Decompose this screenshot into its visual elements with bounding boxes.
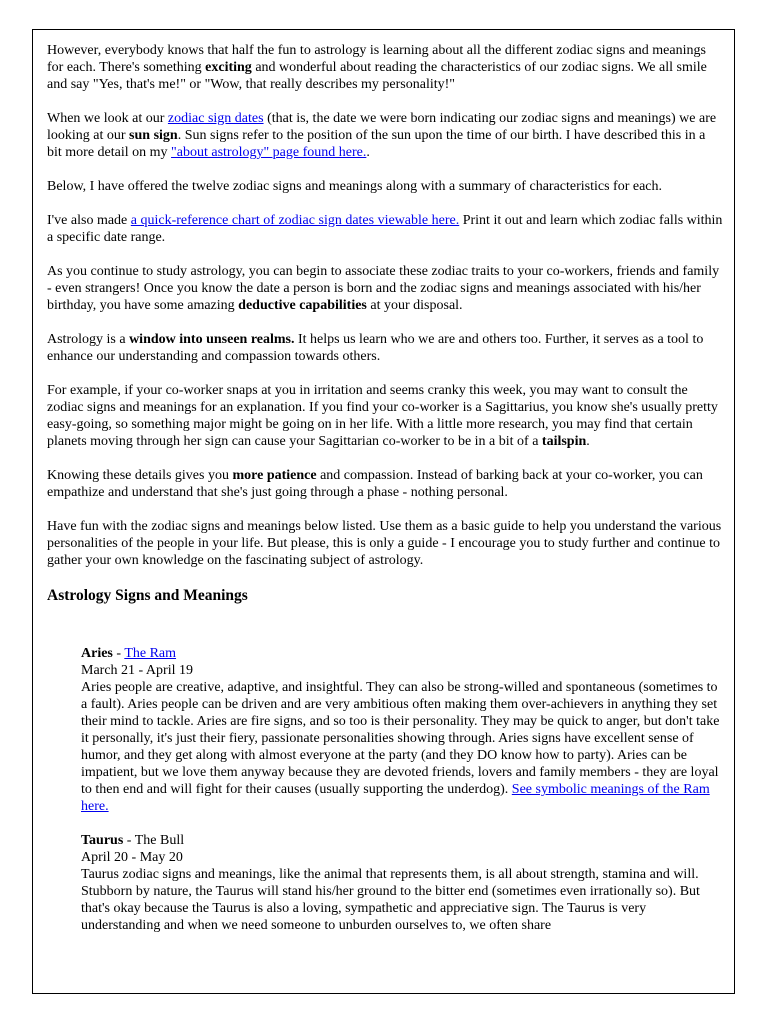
sign-dates: April 20 - May 20	[81, 850, 183, 865]
bold-sun-sign: sun sign	[129, 128, 178, 143]
quick-reference-chart-link[interactable]: a quick-reference chart of zodiac sign dates viewable here.	[130, 213, 460, 228]
paragraph-window: Astrology is a window into unseen realms. It helps us learn who we are and others too. Further, it serves as a tool to enhance our understanding and compassion towards others.	[47, 332, 704, 364]
sign-name: Aries	[81, 646, 113, 661]
sign-dates: March 21 - April 19	[81, 663, 193, 678]
sign-title: Taurus - The Bull	[81, 833, 185, 848]
sign-name: Taurus	[81, 833, 124, 848]
article-body	[47, 42, 723, 951]
paragraph-example: For example, if your co-worker snaps at you in irritation and seems cranky this week, you may want to consult the zodiac signs and meanings for an explanation. If you find your co-worker is a Sagittarius, you know she's usually pretty easy-going, so something major might be going on in her life. With a little more research, you may find that certain planets moving through her sign can cause your Sagittarian co-worker to be in a bit of a tailspin.	[47, 383, 718, 449]
paragraph-intro: However, everybody knows that half the fun to astrology is learning about all the different zodiac signs and meanings for each. There's something exciting and wonderful about reading the characteristics of our zodiac signs. We all smile and say "Yes, that's me!" or "Wow, that really describes my personality!"	[47, 43, 707, 92]
ram-link[interactable]: The Ram	[124, 646, 177, 661]
bold-deductive: deductive capabilities	[238, 298, 367, 313]
section-heading: Astrology Signs and Meanings	[47, 587, 248, 604]
paragraph-twelve-signs: Below, I have offered the twelve zodiac signs and meanings along with a summary of characteristics for each.	[47, 179, 663, 194]
document-page	[32, 29, 735, 994]
about-astrology-link[interactable]: "about astrology" page found here.	[171, 145, 367, 160]
bold-exciting: exciting	[205, 60, 252, 75]
sign-title: Aries - The Ram	[81, 646, 177, 661]
sign-animal: The Bull	[134, 833, 185, 848]
paragraph-associate-traits: As you continue to study astrology, you can begin to associate these zodiac traits to your co-workers, friends and family - even strangers! Once you know the date a person is born and the zodiac signs and meanings associated with his/her birthday, you have some amazing deductive capabilities at your disposal.	[47, 264, 720, 313]
bold-patience: more patience	[232, 468, 317, 483]
bold-window: window into unseen realms.	[129, 332, 295, 347]
sign-entry-aries	[81, 645, 721, 815]
bold-tailspin: tailspin	[541, 434, 587, 449]
sign-description: Taurus zodiac signs and meanings, like the animal that represents them, is all about strength, stamina and will. Stubborn by nature, the Taurus will stand his/her ground to the bitter end (sometimes even irrationally so). But that's okay because the Taurus is also a loving, sympathetic and appreciative sign. The Taurus is very understanding and when we need someone to unburden ourselves to, we often share	[81, 867, 700, 933]
sign-description: Aries people are creative, adaptive, and insightful. They can also be strong-willed and spontaneous (sometimes to a fault). Aries people can be driven and are very ambitious often making them over-achievers in anything they set their mind to tackle. Aries are fire signs, and so too is their personality. They may be quick to anger, but don't take it personally, it's just their fiery, passionate personalities showing through. Aries signs have excellent sense of humor, and they get along with almost everyone at the party (and they DO know how to party). Aries can be impatient, but we love them anyway because they are devoted friends, lovers and family members - they are loyal to then end and will fight for their causes (usually supporting the underdog).	[81, 680, 720, 797]
zodiac-sign-dates-link[interactable]: zodiac sign dates	[167, 111, 264, 126]
paragraph-patience: Knowing these details gives you more patience and compassion. Instead of barking back at your co-worker, you can empathize and understand that she's just going through a phase - nothing personal.	[47, 468, 703, 500]
sign-entry-taurus	[81, 832, 721, 934]
paragraph-sun-sign: When we look at our zodiac sign dates (that is, the date we were born indicating our zodiac signs and meanings) we are looking at our sun sign. Sun signs refer to the position of the sun upon the time of our birth. I have described this in a bit more detail on my "about astrology" page found here..	[47, 111, 717, 160]
ram-symbolic-meanings-link[interactable]: See symbolic meanings of the Ram here.	[81, 782, 710, 814]
paragraph-have-fun: Have fun with the zodiac signs and meanings below listed. Use them as a basic guide to help you understand the various personalities of the people in your life. But please, this is only a guide - I encourage you to study further and continue to gather your own knowledge on the fascinating subject of astrology.	[47, 519, 722, 568]
paragraph-quick-reference: I've also made a quick-reference chart of zodiac sign dates viewable here. Print it out and learn which zodiac falls within a specific date range.	[47, 213, 723, 245]
